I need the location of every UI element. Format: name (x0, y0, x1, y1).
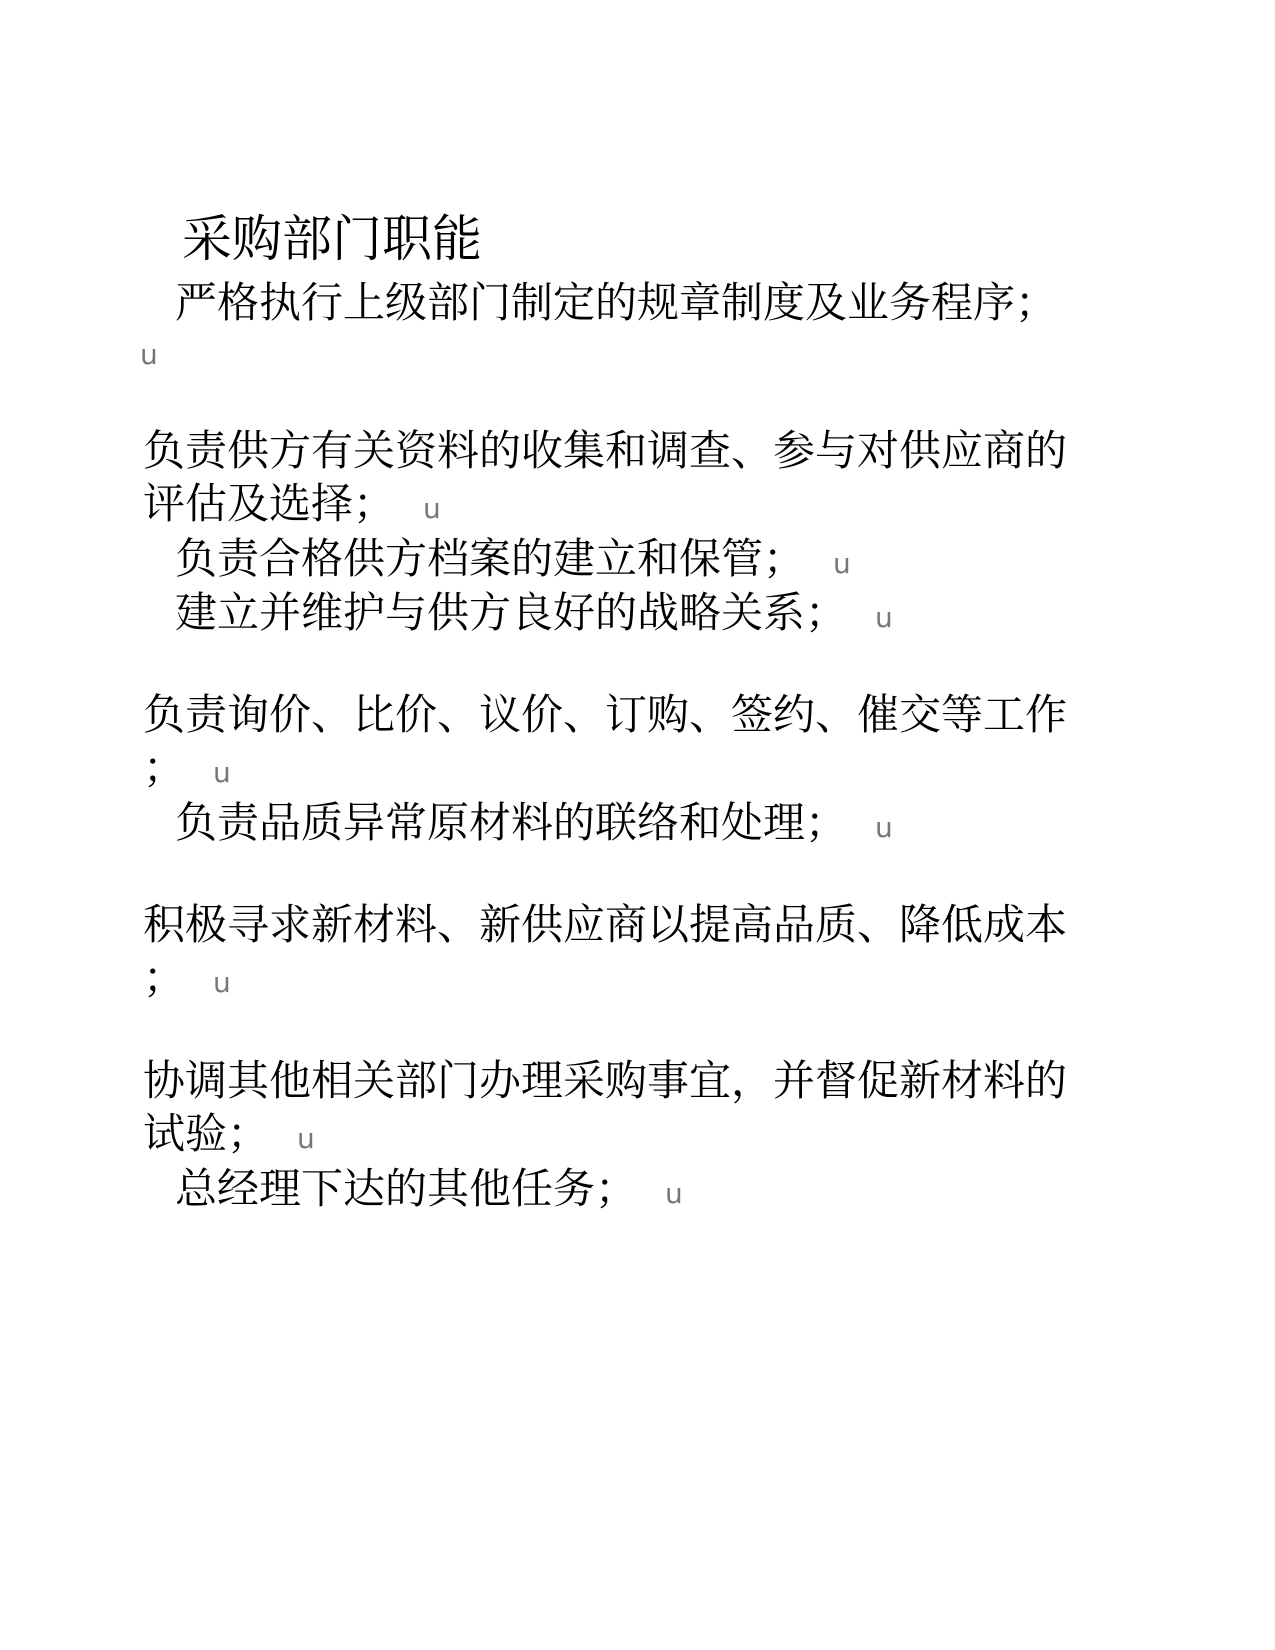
paragraph-mark-icon: u (423, 492, 441, 525)
item-continuation: 评估及选择； (143, 479, 396, 528)
list-item (175, 532, 1095, 590)
item-text: 负责合格供方档案的建立和保管； (175, 534, 806, 583)
item-continuation: ； (143, 743, 186, 792)
list-item (175, 796, 1095, 854)
item-text: 协调其他相关部门办理采购事宜，并督促新材料的 (143, 1056, 1068, 1105)
paragraph-mark-icon: u (213, 756, 231, 789)
paragraph-mark-icon: u (665, 1177, 683, 1210)
item-continuation: 试验； (143, 1109, 270, 1158)
list-item (143, 688, 1068, 799)
paragraph-mark-icon: u (833, 547, 851, 580)
list-item (175, 276, 1095, 329)
page-title: 采购部门职能 (182, 210, 482, 268)
list-item (143, 1054, 1068, 1165)
item-text: 负责品质异常原材料的联络和处理； (175, 798, 848, 847)
item-continuation: ； (143, 953, 186, 1002)
item-text: 严格执行上级部门制定的规章制度及业务程序； (175, 278, 1058, 327)
item-text: 负责询价、比价、议价、订购、签约、催交等工作 (143, 690, 1068, 739)
item-text: 建立并维护与供方良好的战略关系； (175, 588, 848, 637)
list-item (143, 424, 1068, 535)
list-item (175, 1162, 1095, 1220)
item-text: 总经理下达的其他任务； (175, 1164, 638, 1213)
paragraph-mark-icon: u (875, 811, 893, 844)
item-text: 负责供方有关资料的收集和调查、参与对供应商的 (143, 426, 1068, 475)
list-item (175, 586, 1095, 644)
paragraph-mark-icon: u (213, 966, 231, 999)
list-item (143, 898, 1068, 1009)
paragraph-mark-icon: u (297, 1122, 315, 1155)
paragraph-mark-icon: u (140, 338, 158, 371)
item-text: 积极寻求新材料、新供应商以提高品质、降低成本 (143, 900, 1068, 949)
paragraph-mark-icon: u (875, 601, 893, 634)
